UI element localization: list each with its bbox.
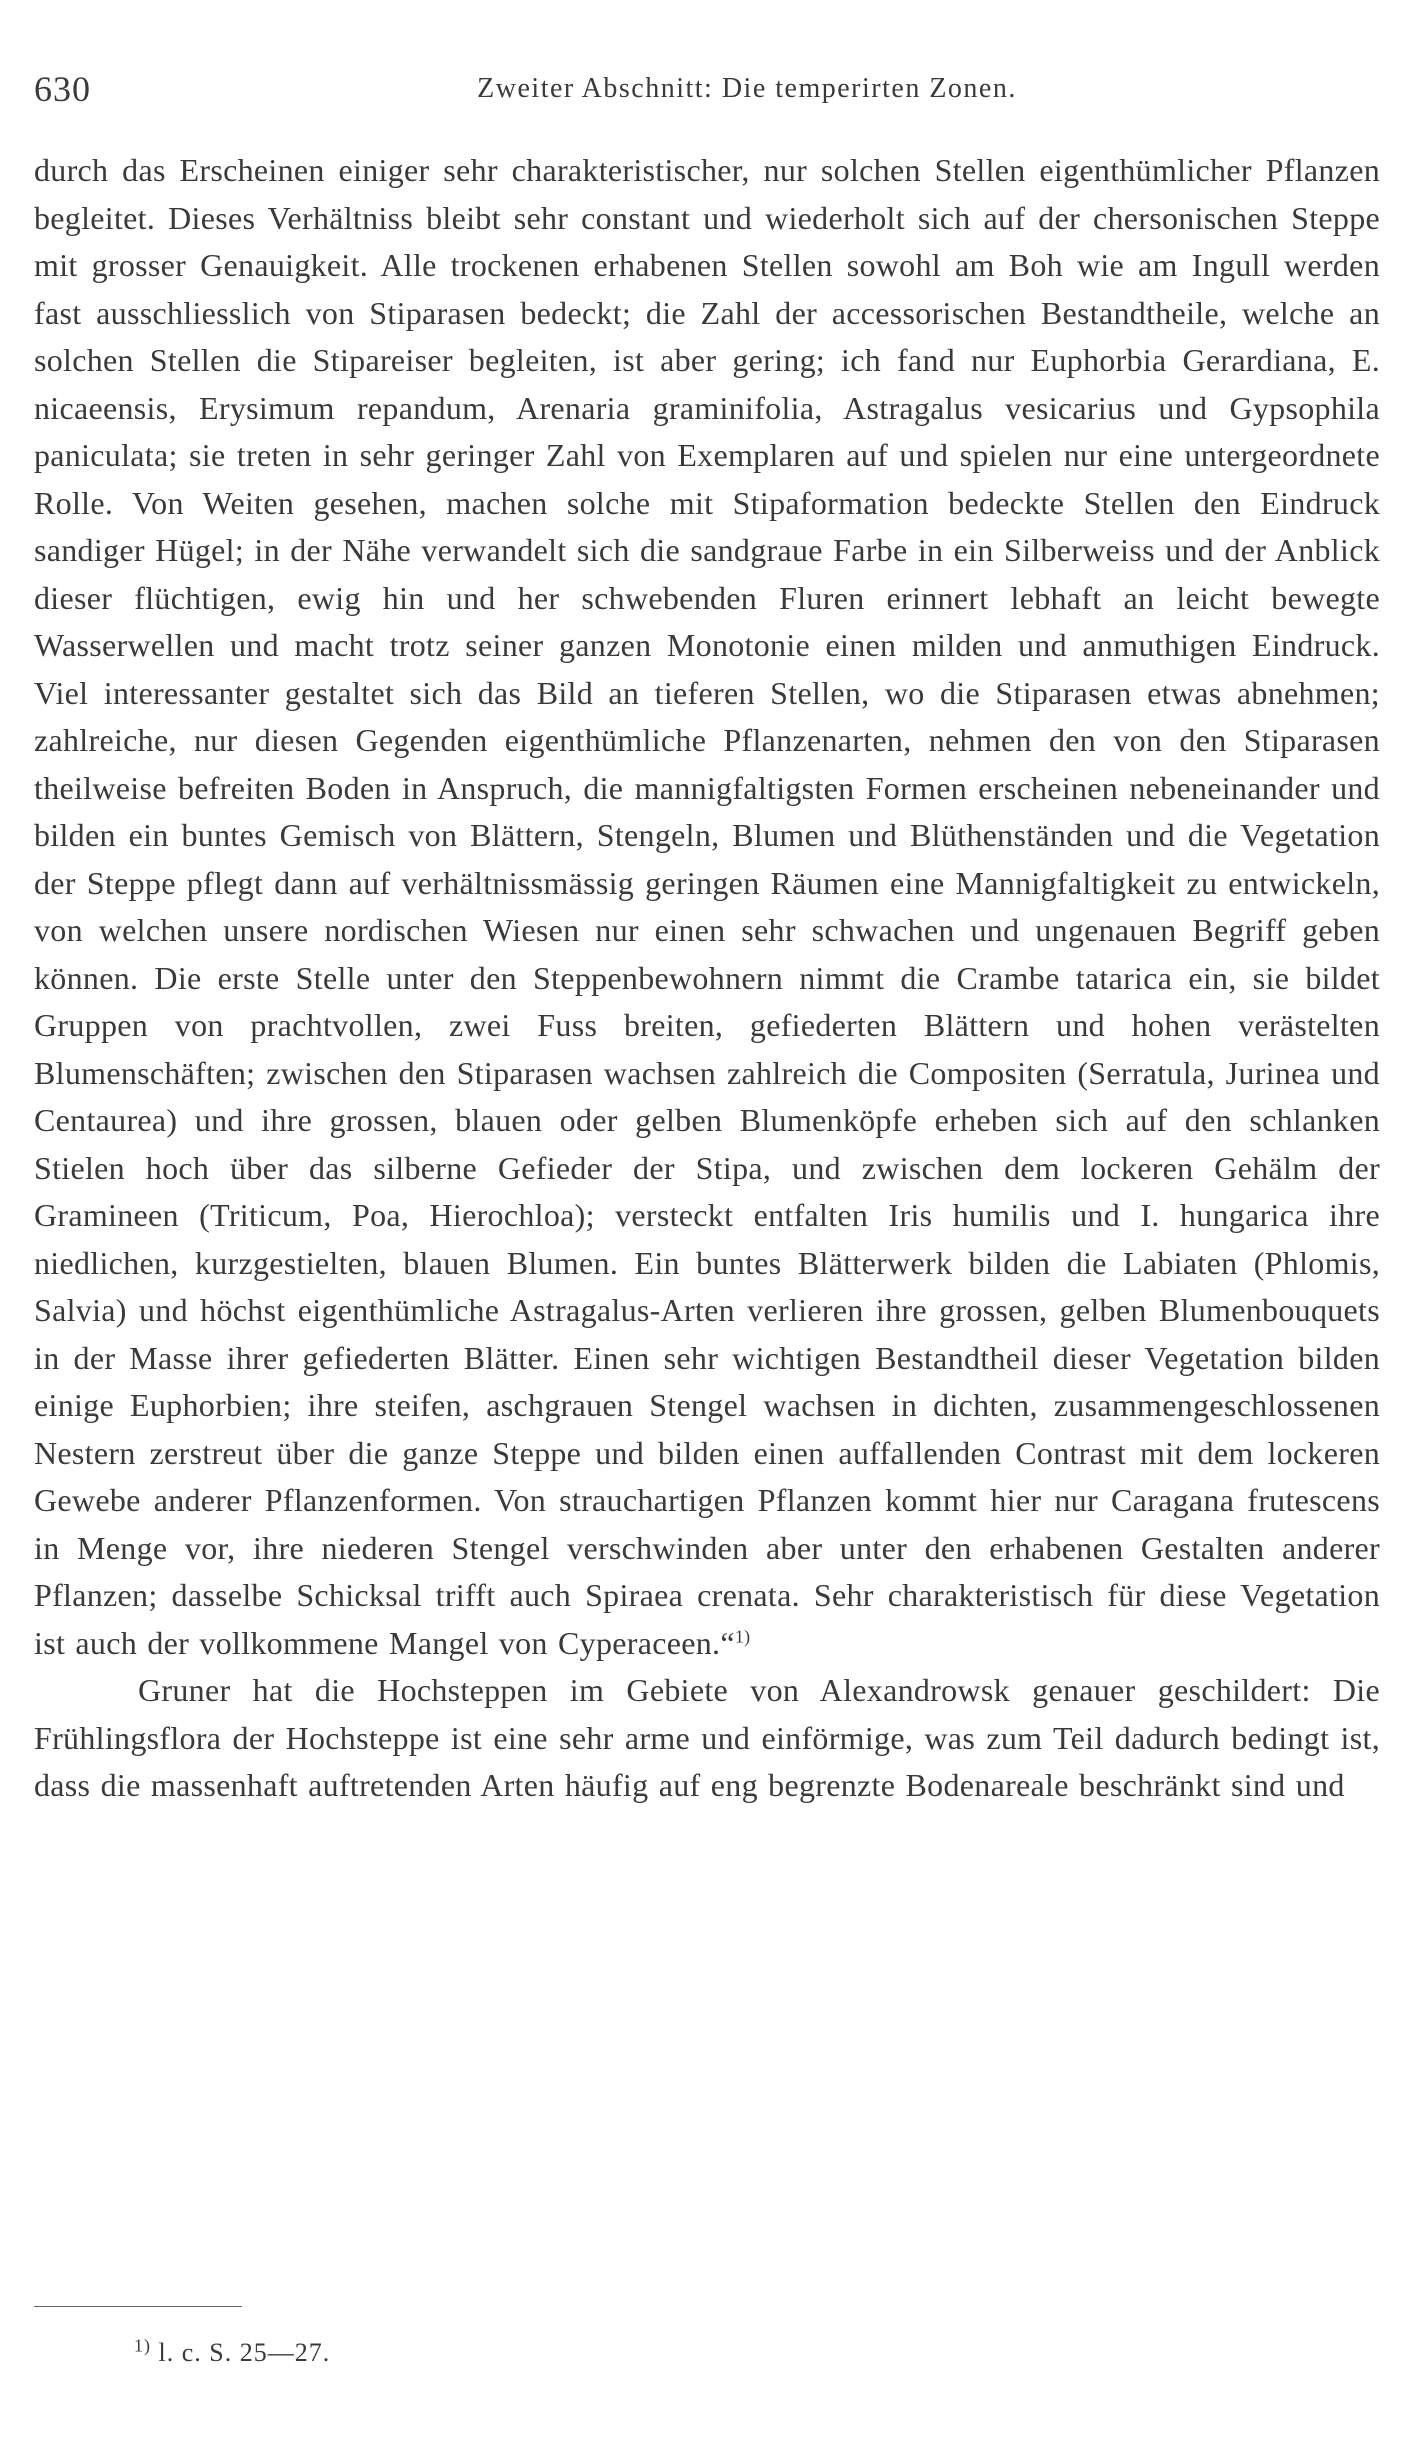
paragraph-gruner: Gruner hat die Hochsteppen im Gebiete von Alexandrowsk genauer geschildert: Die Frühlingsflora der Hochsteppe ist eine sehr arme und einförmige, was zum Teil dadurch bedingt ist, dass die massenhaft auftretenden Arten häufig auf eng begrenzte Bodenareale beschränkt sind und — [34, 1672, 1380, 1803]
footnote — [134, 2333, 330, 2373]
footnote-marker: 1) — [134, 2335, 151, 2356]
page-number: 630 — [34, 69, 91, 109]
footnote-divider — [34, 2306, 242, 2307]
paragraph-quote-continuation — [34, 147, 1380, 1667]
running-head: Zweiter Abschnitt: Die temperirten Zonen. — [477, 73, 1017, 104]
footnote-reference: 1) — [734, 1625, 751, 1646]
paragraph-text: durch das Erscheinen einiger sehr charakteristischer, nur solchen Stellen eigenthümlicher Pflanzen begleitet. Dieses Verhältniss bleibt sehr constant und wiederholt sich auf der chersonischen Steppe mit grosser Genauigkeit. Alle trockenen erhabenen Stellen sowohl am Boh wie am Ingull werden fast ausschliesslich von Stiparasen bedeckt; die Zahl der accessorischen Bestandtheile, welche an solchen Stellen die Stipareiser begleiten, ist aber gering; ich fand nur Euphorbia Gerardiana, E. nicaeensis, Erysimum repandum, Arenaria graminifolia, Astragalus vesicarius und Gypsophila paniculata; sie treten in sehr geringer Zahl von Exemplaren auf und spielen nur eine untergeordnete Rolle. Von Weiten gesehen, machen solche mit Stipaformation bedeckte Stellen den Eindruck sandiger Hügel; in der Nähe verwandelt sich die sandgraue Farbe in ein Silberweiss und der Anblick dieser flüchtigen, ewig hin und her schwebenden Fluren erinnert lebhaft an leicht bewegte Wasserwellen und macht trotz seiner ganzen Monotonie einen milden und anmuthigen Eindruck. Viel interessanter gestaltet sich das Bild an tieferen Stellen, wo die Stiparasen etwas abnehmen; zahlreiche, nur diesen Gegenden eigenthümliche Pflanzenarten, nehmen den von den Stiparasen theilweise befreiten Boden in Anspruch, die mannigfaltigsten Formen erscheinen nebeneinander und bilden ein buntes Gemisch von Blättern, Stengeln, Blumen und Blüthenständen und die Vegetation der Steppe pflegt dann auf verhältnissmässig geringen Räumen eine Mannigfaltigkeit zu entwickeln, von welchen unsere nordischen Wiesen nur einen sehr schwachen und ungenauen Begriff geben können. Die erste Stelle unter den Steppenbewohnern nimmt die Crambe tatarica ein, sie bildet Gruppen von prachtvollen, zwei Fuss breiten, gefiederten Blättern und hohen verästelten Blumenschäften; zwischen den Stiparasen wachsen zahlreich die Compositen (Serratula, Jurinea und Centaurea) und ihre grossen, blauen oder gelben Blumenköpfe erheben sich auf den schlanken Stielen hoch über das silberne Gefieder der Stipa, und zwischen dem lockeren Gehälm der Gramineen (Triticum, Poa, Hierochloa); versteckt entfalten Iris humilis und I. hungarica ihre niedlichen, kurzgestielten, blauen Blumen. Ein buntes Blätterwerk bilden die Labiaten (Phlomis, Salvia) und höchst eigenthümliche Astragalus-Arten verlieren ihre grossen, gelben Blumenbouquets in der Masse ihrer gefiederten Blätter. Einen sehr wichtigen Bestandtheil dieser Vegetation bilden einige Euphorbien; ihre steifen, aschgrauen Stengel wachsen in dichten, zusammengeschlossenen Nestern zerstreut über die ganze Steppe und bilden einen auffallenden Contrast mit dem lockeren Gewebe anderer Pflanzenformen. Von strauchartigen Pflanzen kommt hier nur Caragana frutescens in Menge vor, ihre niederen Stengel verschwinden aber unter den erhabenen Gestalten anderer Pflanzen; dasselbe Schicksal trifft auch Spiraea crenata. Sehr charakteristisch für diese Vegetation ist auch der vollkommene Mangel von Cyperaceen.“ — [34, 152, 1380, 1661]
footnote-text: l. c. S. 25—27. — [158, 2338, 331, 2367]
body-text — [34, 147, 1380, 1810]
page-header — [34, 64, 1380, 114]
